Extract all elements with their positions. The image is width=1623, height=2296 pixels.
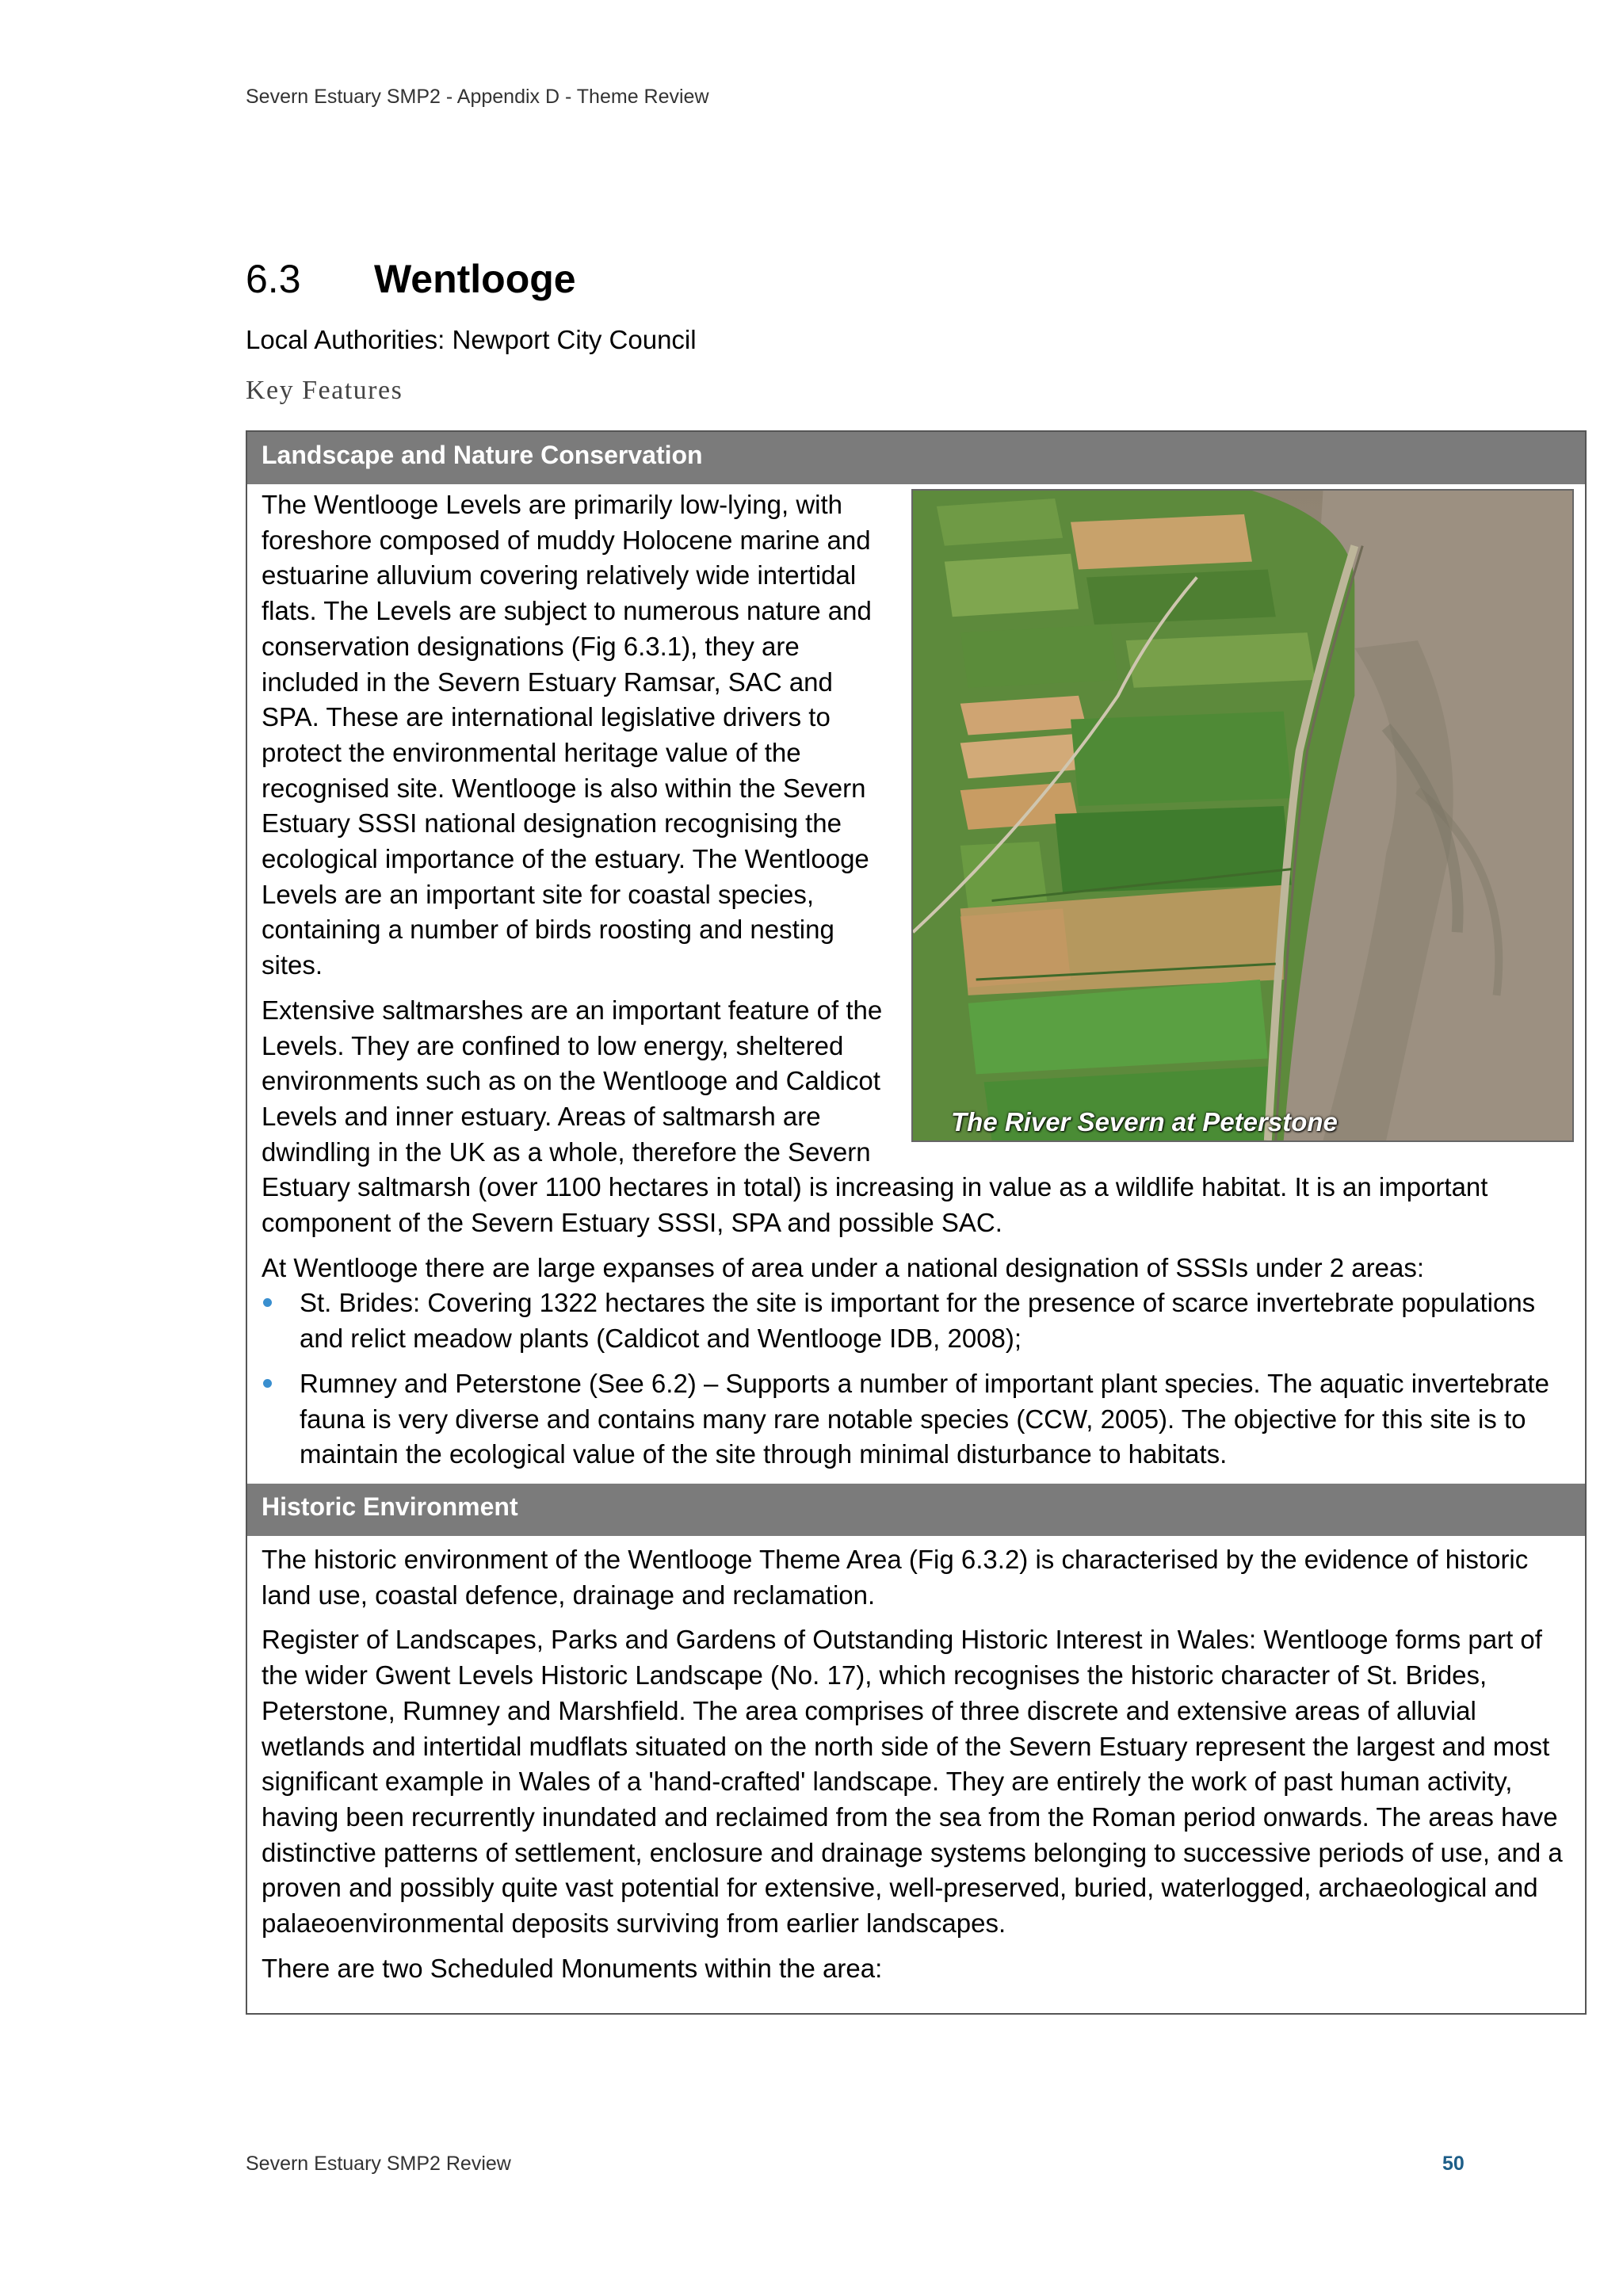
historic-body [262,1536,1574,1986]
estuary-aerial-image [913,491,1572,1140]
historic-heading: Historic Environment [262,1492,518,1521]
list-item [262,1366,1574,1473]
key-features-label: Key Features [246,376,403,405]
section-name: Wentlooge [374,257,576,301]
landscape-paragraph: The Wentlooge Levels are primarily low-lying, with foreshore composed of muddy Holocene marine and estuarine alluvium covering relatively wide intertidal flats. The Levels are subject to numerous nature and conservation designations (Fig 6.3.1), they are included in the Severn Estuary Ramsar, SAC and SPA. These are international legislative drivers to protect the environmental heritage value of the recognised site. Wentlooge is also within the Severn Estuary SSSI national designation recognising the ecological importance of the estuary. The Wentlooge Levels are an important site for coastal species, containing a number of birds roosting and nesting sites. [262,490,872,980]
landscape-heading: Landscape and Nature Conservation [262,441,703,469]
historic-paragraph: There are two Scheduled Monuments within the area: [262,1953,883,1983]
list-item [262,1286,1574,1356]
landscape-paragraph: At Wentlooge there are large expanses of area under a national designation of SSSIs under 2 areas: [262,1252,1425,1282]
bullet-icon [263,1379,272,1388]
estuary-aerial-photo [911,489,1574,1142]
historic-paragraph: The historic environment of the Wentlooge Theme Area (Fig 6.3.2) is characterised by the evidence of historic land use, coastal defence, drainage and reclamation. [262,1545,1529,1610]
landscape-heading-band [247,432,1585,484]
landscape-paragraph: Extensive saltmarshes are an important feature of the Levels. They are confined to low energy, sheltered environments such as on the Wentlooge and Caldicot Levels and inner estuary. Areas of saltmarsh are dwindling in the UK as a whole, therefore the Severn Estuary saltmarsh (over 1100 hectares in total) is increasing in value as a wildlife habitat. It is an important component of the Severn Estuary SSSI, SPA and possible SAC. [262,995,1488,1238]
historic-heading-band [247,1484,1585,1536]
key-features-box [246,430,1587,2015]
running-footer: Severn Estuary SMP2 Review [246,2153,511,2175]
running-header: Severn Estuary SMP2 - Appendix D - Theme Review [246,86,709,108]
list-item-text: Rumney and Peterstone (See 6.2) – Supports a number of important plant species. The aquatic invertebrate fauna is very diverse and contains many rare notable species (CCW, 2005). The objective for this site is to maintain the ecological value of the site through minimal disturbance to habitats. [300,1368,1549,1469]
local-authorities: Local Authorities: Newport City Council [246,325,697,354]
historic-paragraph: Register of Landscapes, Parks and Gardens of Outstanding Historic Interest in Wales: Wentlooge forms part of the wider Gwent Levels Historic Landscape (No. 17), which recognises the historic character of St. Brides, Peterstone, Rumney and Marshfield. The area comprises of three discrete and extensive areas of alluvial wetlands and intertidal mudflats situated on the north side of the Severn Estuary represent the largest and most significant example in Wales of a 'hand-crafted' landscape. They are entirely the work of past human activity, having been recurrently inundated and reclaimed from the sea from the Roman period onwards. The areas have distinctive patterns of settlement, enclosure and drainage systems belonging to successive periods of use, and a proven and possibly quite vast potential for extensive, well-preserved, buried, waterlogged, archaeological and palaeoenvironmental deposits surviving from earlier landscapes. [262,1625,1563,1939]
list-item-text: St. Brides: Covering 1322 hectares the site is important for the presence of scarce invertebrate populations and relict meadow plants (Caldicot and Wentlooge IDB, 2008); [300,1288,1536,1354]
section-title [246,255,576,303]
landscape-body [262,484,1574,1473]
sssi-list [262,1286,1574,1473]
bullet-icon [263,1298,272,1307]
section-number: 6.3 [246,257,301,301]
page-number: 50 [1442,2153,1465,2175]
photo-caption: The River Severn at Peterstone [951,1107,1338,1137]
